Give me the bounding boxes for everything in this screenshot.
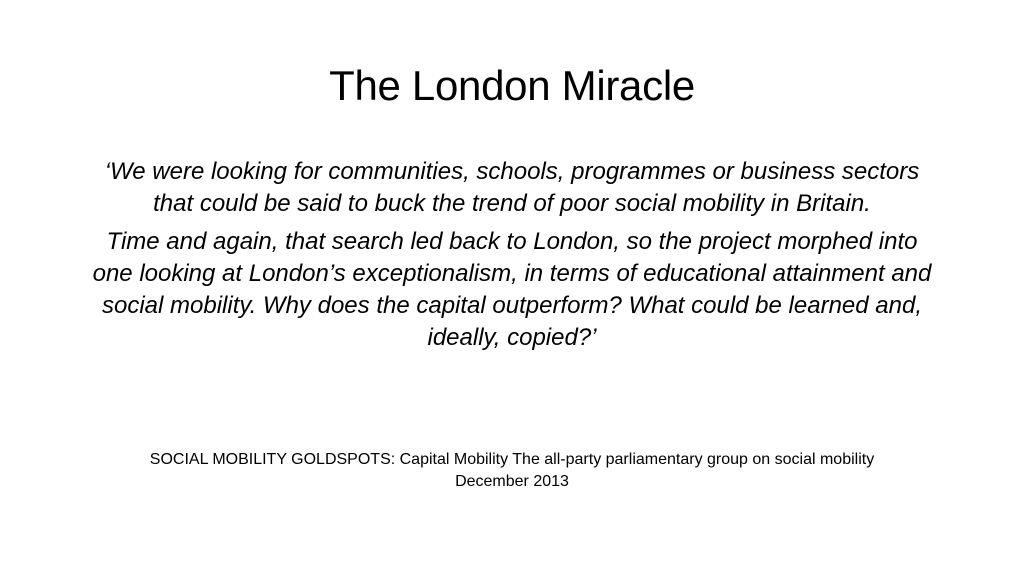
quote-paragraph-2: Time and again, that search led back to London, so the project morphed into one looking at London’s exceptionalism, in terms of educational attainment and social mobility. Why does the capital outperform? What could be learned and, ideally, copied?’ [92,228,932,351]
source-citation [60,449,964,493]
source-line-2: December 2013 [455,473,569,490]
slide-title: The London Miracle [329,62,695,109]
source-line-1: SOCIAL MOBILITY GOLDSPOTS: Capital Mobility The all-party parliamentary group on social mobility [149,451,875,468]
quote-block [92,156,932,354]
quote-paragraph-1: ‘We were looking for communities, schools, programmes or business sectors that could be said to buck the trend of poor social mobility in Britain. [104,158,920,217]
